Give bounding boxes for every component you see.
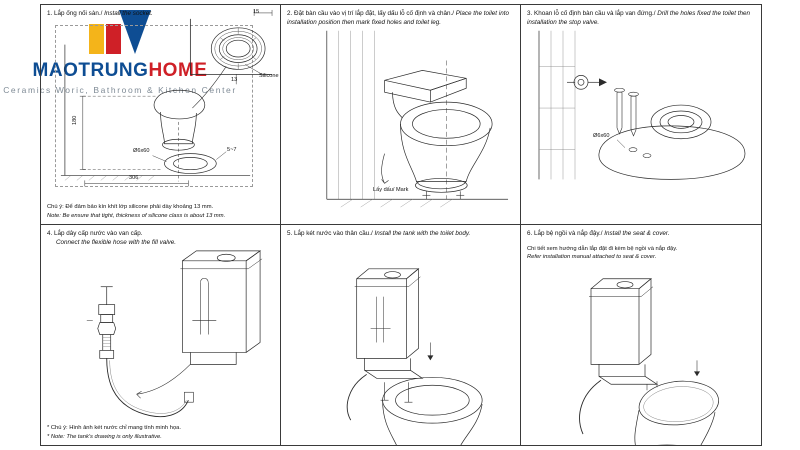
panel-5-number: 5. <box>287 230 293 237</box>
panel-step-1 <box>41 5 281 225</box>
panel-6-note <box>527 245 737 262</box>
logo-tagline: Ceramics Woric, Bathroom & Kitchen Center <box>3 84 237 95</box>
panel-5-title-en: Install the tank with the toilet body. <box>374 230 471 237</box>
panel-3-title-en: Drill the holes fixed the toilet then installation the stop valve. <box>527 10 751 26</box>
panel-1-label-hole-dia: Ø6x60 <box>133 148 150 154</box>
panel-1-label-13: 13 <box>231 77 238 83</box>
panel-4-drawing <box>41 225 280 445</box>
panel-4-title-en: Connect the flexible hose with the fill valve. <box>56 238 177 246</box>
panel-1-note <box>47 203 259 220</box>
panel-3-number: 3. <box>527 10 533 17</box>
panel-1-label-15: 15 <box>253 9 260 15</box>
logo-wordmark-primary: MAOTRUNG <box>32 59 149 81</box>
panel-6-number: 6. <box>527 230 533 237</box>
panel-2-caption <box>287 10 514 27</box>
panel-1-label-306: 306 <box>129 175 139 181</box>
panel-6-title-en: Install the seat & cover. <box>604 230 670 237</box>
instruction-sheet <box>40 4 762 446</box>
panel-3-drawing <box>521 5 761 224</box>
panel-5-title-vi: Lắp két nước vào thân cầu./ <box>294 230 373 237</box>
panel-step-4 <box>41 225 281 445</box>
panel-step-5 <box>281 225 521 445</box>
panel-6-caption <box>527 230 755 239</box>
panel-5-drawing <box>281 225 520 445</box>
panel-1-label-180: 180 <box>72 115 78 125</box>
panel-1-note-vi: Chú ý: Để đảm bảo kín khít lớp silicone phải dày khoảng 13 mm. <box>47 204 214 211</box>
panel-4-number: 4. <box>47 230 53 237</box>
panel-step-2 <box>281 5 521 225</box>
panel-4-note-en: * Note: The tank's drawing is only illustrative. <box>47 433 162 440</box>
panel-4-note-vi: * Chú ý: Hình ảnh két nước chỉ mang tính minh họa. <box>47 425 181 432</box>
panel-1-caption <box>47 10 274 19</box>
panel-1-number: 1. <box>47 10 53 17</box>
panel-2-title-vi: Đặt bàn cầu vào vị trí lắp đặt, lấy dấu lỗ cố định và chân./ <box>294 10 454 17</box>
logo-wordmark-secondary: HOME <box>148 59 208 81</box>
panel-4-title-vi: Lắp dây cấp nước vào van cấp. <box>54 230 143 237</box>
panel-6-note-vi: Chi tiết xem hướng dẫn lắp đặt đi kèm bệ ngồi và nắp đậy. <box>527 246 678 252</box>
panel-1-dashed-frame <box>55 25 253 187</box>
panel-3-caption <box>527 10 755 27</box>
panel-1-label-gap: 5~7 <box>227 147 237 153</box>
panel-1-label-silicone: Silicone <box>259 73 279 79</box>
panel-step-3 <box>521 5 761 225</box>
panel-2-label-mark: Lấy dấu/ Mark <box>373 187 409 193</box>
panel-6-title-vi: Lắp bệ ngồi và nắp đậy./ <box>534 230 603 237</box>
panel-step-6 <box>521 225 761 445</box>
panel-2-title-en: Place the toilet into installation position then mark fixed holes and toilet leg. <box>287 10 509 26</box>
panel-5-caption <box>287 230 514 239</box>
panel-3-label-hole-dia: Ø6x60 <box>593 133 610 139</box>
panel-1-note-en: Note: Be ensure that tight, thickness of silicone class is about 13 mm. <box>47 212 226 219</box>
panel-6-note-en: Refer installation manual attached to seat & cover. <box>527 254 657 261</box>
panel-1-title-en: Install the socket. <box>104 10 153 17</box>
panel-4-caption <box>47 230 274 247</box>
panel-3-title-vi: Khoan lỗ cố định bàn cầu và lắp van đứng./ <box>534 10 656 17</box>
panel-1-title-vi: Lắp ống nối sàn./ <box>54 10 103 17</box>
panel-4-note <box>47 424 247 441</box>
panel-2-number: 2. <box>287 10 293 17</box>
